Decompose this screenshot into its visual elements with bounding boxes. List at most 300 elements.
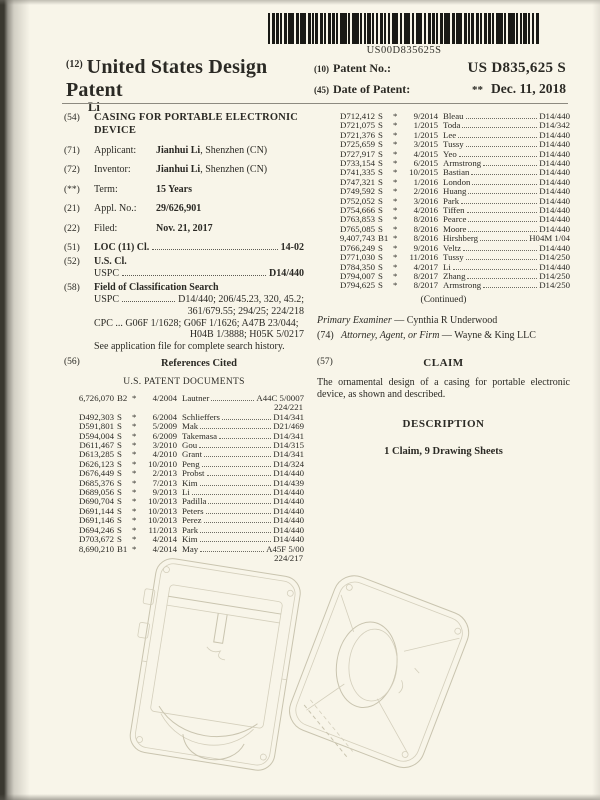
header-left: [66, 56, 314, 115]
dotted-leader: [211, 400, 254, 401]
applicant-name: Jianhui Li: [156, 144, 201, 156]
ref-class: D14/440: [539, 195, 570, 206]
uspc-label: USPC: [94, 268, 120, 279]
ref-class: D14/250: [539, 270, 570, 281]
ref-kind-code: S: [378, 261, 383, 272]
ref-name: Padilla: [182, 496, 207, 507]
dotted-leader: [468, 193, 537, 194]
ref-name: Park: [443, 195, 460, 206]
ref-date: 10/2013: [148, 496, 177, 507]
ref-kind-code: S: [378, 223, 383, 234]
field-tag: (56): [64, 357, 80, 367]
ref-star: *: [132, 505, 137, 516]
ref-date: 4/2004: [152, 393, 177, 403]
ref-number: D727,917: [340, 148, 375, 159]
ref-number: 9,407,743: [339, 233, 375, 244]
ref-date: 6/2009: [152, 430, 177, 441]
ref-date: 4/2016: [413, 205, 438, 216]
ref-class: D14/440: [539, 148, 570, 159]
references-heading: References Cited: [161, 358, 237, 369]
ref-number: D691,144: [79, 505, 114, 516]
ref-kind-code: S: [378, 270, 383, 281]
filed-label: Filed:: [94, 222, 118, 234]
ref-date: 8/2016: [413, 233, 438, 244]
dotted-leader: [463, 250, 537, 251]
ref-star: *: [393, 158, 398, 169]
ref-class: D14/440: [539, 261, 570, 272]
dotted-leader: [461, 203, 537, 204]
dotted-leader: [466, 146, 537, 147]
ref-class: D21/469: [273, 421, 304, 432]
ref-kind-code: S: [117, 487, 122, 498]
ref-name: Lautner: [182, 393, 210, 403]
ref-name: Yeo: [443, 148, 457, 159]
ref-kind-code: B2: [117, 393, 128, 403]
ref-kind-code: S: [378, 139, 383, 150]
ref-star: *: [132, 449, 137, 460]
ref-class: D14/440: [273, 534, 304, 545]
field-of-search: [64, 282, 304, 352]
document-header: [66, 56, 566, 115]
field-tag: (57): [317, 356, 333, 367]
ref-name: Tussy: [443, 139, 464, 150]
ref-name: Li: [443, 261, 451, 272]
ref-number: D721,075: [340, 120, 375, 131]
ref-class: D14/315: [273, 440, 304, 451]
ref-number: D794,007: [340, 270, 375, 281]
ref-class: A45F 5/00: [266, 543, 304, 554]
ref-number: D766,249: [340, 242, 375, 253]
ref-class: D14/440: [539, 139, 570, 150]
field-tag: (74): [317, 330, 334, 342]
ref-name: Probst: [182, 468, 205, 479]
ref-date: 1/2015: [413, 129, 438, 140]
ref-number: D689,056: [79, 487, 114, 498]
dotted-leader: [468, 231, 537, 232]
ref-kind-code: S: [378, 148, 383, 159]
ref-star: *: [393, 167, 398, 178]
ref-star: *: [393, 252, 398, 263]
dotted-leader: [200, 551, 264, 552]
ref-number: D721,376: [340, 129, 375, 140]
ref-class: D14/440: [539, 242, 570, 253]
ref-name: Bleau: [443, 111, 464, 121]
ref-star: *: [393, 186, 398, 197]
ref-number: D763,853: [340, 214, 375, 225]
ref-class: D14/440: [273, 505, 304, 516]
patent-no-label: Patent No.:: [333, 61, 391, 75]
appl-label: Appl. No.:: [94, 203, 137, 214]
dotted-leader: [207, 475, 272, 476]
dotted-leader: [462, 127, 537, 128]
ref-kind-code: S: [378, 205, 383, 216]
document-title: United States Design Patent: [66, 56, 268, 101]
ref-date: 11/2013: [148, 524, 177, 535]
dotted-leader: [453, 269, 537, 270]
ref-star: *: [393, 111, 398, 121]
dotted-leader: [483, 287, 537, 288]
ref-number: D591,801: [79, 421, 114, 432]
ref-kind-code: S: [378, 176, 383, 187]
ref-star: *: [393, 242, 398, 253]
ref-class: A44C 5/0007: [256, 393, 304, 403]
ref-kind-code: S: [117, 430, 122, 441]
claim-heading: CLAIM: [423, 356, 464, 369]
ref-kind-code: S: [117, 468, 122, 479]
ref-name: Gou: [182, 440, 198, 451]
dotted-leader: [192, 494, 271, 495]
ref-star: *: [132, 534, 137, 545]
dotted-leader: [467, 212, 538, 213]
barcode-text: US00D835625S: [366, 45, 442, 56]
ref-class: D14/250: [539, 280, 570, 291]
ref-date: 4/2014: [152, 534, 177, 545]
field-uspc-value: D14/440; 206/45.23, 320, 45.2;: [178, 294, 304, 305]
applicant-label: Applicant:: [94, 144, 137, 156]
ref-date: 4/2010: [152, 449, 177, 460]
ref-number: D626,123: [79, 458, 114, 469]
kind-code: (12): [66, 59, 83, 70]
ref-class: D14/440: [273, 468, 304, 479]
dotted-leader: [152, 249, 277, 250]
ref-date: 6/2004: [152, 411, 177, 422]
right-column: [317, 112, 570, 563]
invention-title: CASING FOR PORTABLE ELECTRONIC DEVICE: [94, 112, 299, 136]
ref-date: 4/2014: [152, 543, 177, 554]
ref-star: *: [132, 421, 137, 432]
ref-star: *: [393, 205, 398, 216]
ref-name: Toda: [443, 120, 461, 131]
field-tag: (58): [64, 283, 80, 293]
ref-date: 8/2017: [413, 270, 438, 281]
left-column: [64, 112, 304, 563]
dotted-leader: [471, 174, 537, 175]
header-divider: [62, 103, 568, 104]
ref-class: D14/440: [539, 186, 570, 197]
ref-kind-code: S: [117, 505, 122, 516]
ref-date: 10/2010: [148, 458, 177, 469]
ref-date: 9/2016: [413, 242, 438, 253]
ref-date: 10/2013: [148, 505, 177, 516]
ref-class: D14/440: [539, 167, 570, 178]
references-list-left: [64, 394, 304, 563]
ref-star: *: [132, 458, 137, 469]
ref-class: D14/341: [273, 411, 304, 422]
ref-star: *: [132, 543, 137, 554]
ref-date: 10/2013: [148, 515, 177, 526]
loc-class-field: [64, 242, 304, 254]
two-column-body: [64, 112, 570, 563]
reference-row: [64, 545, 304, 564]
field-search-label: Field of Classification Search: [94, 282, 219, 293]
applicant-location: , Shenzhen (CN): [200, 144, 268, 156]
ref-number: D685,376: [79, 477, 114, 488]
ref-kind-code: S: [117, 534, 122, 545]
ref-date: 6/2015: [413, 158, 438, 169]
ref-class: D14/342: [539, 120, 570, 131]
ref-name: Veltz: [443, 242, 462, 253]
us-patent-documents-heading: U.S. PATENT DOCUMENTS: [123, 377, 245, 387]
ref-star: *: [393, 139, 398, 150]
uspc-value: D14/440: [269, 268, 304, 279]
ref-date: 4/2015: [413, 148, 438, 159]
ref-class-line2: 224/217: [274, 552, 303, 563]
ref-star: *: [132, 487, 137, 498]
inventor-location: , Shenzhen (CN): [200, 164, 268, 175]
claim-section-header: [317, 357, 570, 369]
ref-star: *: [393, 120, 398, 131]
ref-kind-code: S: [378, 111, 383, 121]
ref-name: Mak: [182, 421, 199, 432]
dotted-leader: [202, 466, 272, 467]
ref-class: D14/324: [273, 458, 304, 469]
attorney-name: Wayne & King LLC: [454, 330, 536, 342]
ref-star: *: [393, 148, 398, 159]
ref-star: *: [132, 430, 137, 441]
page-left-edge-shadow: [0, 0, 30, 800]
term-field: [64, 184, 304, 196]
ref-date: 4/2017: [413, 261, 438, 272]
ref-date: 8/2016: [413, 223, 438, 234]
field-search-note: See application file for complete search history.: [94, 340, 285, 352]
ref-name: Huang: [443, 186, 467, 197]
em-dash: —: [441, 330, 452, 342]
ref-date: 2/2013: [152, 468, 177, 479]
dotted-leader: [199, 447, 271, 448]
ref-kind-code: S: [378, 280, 383, 291]
ref-name: Lee: [443, 129, 457, 140]
primary-examiner-line: [317, 315, 570, 328]
ref-star: *: [393, 233, 398, 244]
ref-star: *: [393, 195, 398, 206]
ref-number: D613,285: [79, 449, 114, 460]
references-cited-section: [64, 356, 304, 377]
ref-date: 9/2014: [413, 111, 438, 121]
ref-name: Zhang: [443, 270, 466, 281]
term-label: Term:: [94, 183, 118, 195]
ref-star: *: [132, 515, 137, 526]
ref-date: 9/2013: [152, 487, 177, 498]
date-prefix-stars: **: [472, 84, 483, 96]
us-class-field: [64, 256, 304, 280]
ref-star: *: [132, 440, 137, 451]
ref-date: 2/2016: [413, 186, 438, 197]
ref-class: D14/440: [539, 158, 570, 169]
ref-kind-code: S: [378, 167, 383, 178]
ref-date: 3/2016: [413, 195, 438, 206]
loc-value: 14-02: [280, 242, 304, 253]
field-cpc-line2: H04B 1/3888; H05K 5/0217: [189, 329, 304, 340]
ref-name: Hirshberg: [443, 233, 479, 244]
inventor-label: Inventor:: [94, 164, 131, 175]
header-right: [314, 56, 566, 115]
em-dash: —: [394, 314, 405, 326]
ref-star: *: [132, 411, 137, 422]
ref-class: D14/440: [273, 496, 304, 507]
page-right-edge-shadow: [592, 0, 600, 800]
ref-date: 3/2010: [152, 440, 177, 451]
ref-name: Armstrong: [443, 158, 482, 169]
description-heading: DESCRIPTION: [402, 417, 485, 430]
ref-number: D712,412: [340, 111, 375, 121]
ref-star: *: [132, 496, 137, 507]
claims-sheets-footer: 1 Claim, 9 Drawing Sheets: [384, 445, 503, 457]
ref-class: H04M 1/04: [529, 233, 570, 244]
ref-number: D747,321: [340, 176, 375, 187]
ref-star: *: [132, 524, 137, 535]
date-code: (45): [314, 85, 329, 95]
ref-number: D594,004: [79, 430, 114, 441]
ref-class: D14/440: [539, 176, 570, 187]
ref-kind-code: S: [117, 440, 122, 451]
ref-name: Kim: [182, 477, 198, 488]
ref-kind-code: S: [378, 252, 383, 263]
ref-star: *: [132, 477, 137, 488]
ref-name: Schlieffers: [182, 411, 220, 422]
ref-kind-code: S: [117, 411, 122, 422]
ref-star: *: [393, 176, 398, 187]
page-top-edge-shadow: [0, 0, 600, 5]
ref-date: 3/2015: [413, 139, 438, 150]
dotted-leader: [208, 503, 271, 504]
ref-number: D725,659: [340, 139, 375, 150]
ref-class: D14/440: [539, 214, 570, 225]
ref-number: D754,666: [340, 205, 375, 216]
ref-star: *: [393, 214, 398, 225]
dotted-leader: [466, 259, 537, 260]
barcode: [268, 13, 540, 56]
dotted-leader: [206, 513, 272, 514]
attorney-line: [317, 330, 570, 343]
dotted-leader: [122, 275, 266, 276]
ref-kind-code: S: [117, 524, 122, 535]
claim-text: The ornamental design of a casing for portable electronic device, as shown and described.: [317, 376, 570, 401]
ref-date: 11/2016: [409, 252, 438, 263]
ref-kind-code: S: [378, 186, 383, 197]
ref-number: D752,052: [340, 195, 375, 206]
ref-name: Perez: [182, 515, 202, 526]
ref-number: D733,154: [340, 158, 375, 169]
inventor-field: [64, 164, 304, 176]
examiner-label: Primary Examiner: [317, 314, 392, 326]
ref-name: Armstrong: [443, 280, 482, 291]
ref-number: D771,030: [340, 252, 375, 263]
field-tag: (52): [64, 257, 80, 267]
ref-kind-code: S: [117, 421, 122, 432]
ref-star: *: [393, 129, 398, 140]
ref-number: D676,449: [79, 468, 114, 479]
ref-kind-code: S: [378, 120, 383, 131]
references-list-right: [317, 112, 570, 291]
ref-class: D14/440: [539, 111, 570, 121]
dotted-leader: [200, 428, 271, 429]
dotted-leader: [472, 184, 537, 185]
ref-class: D14/341: [273, 430, 304, 441]
ref-name: Tiffen: [443, 205, 465, 216]
ref-star: *: [132, 393, 137, 403]
ref-class: D14/341: [273, 449, 304, 460]
filed-field: [64, 223, 304, 235]
ref-kind-code: S: [117, 449, 122, 460]
figure-drawing-rear-perspective: [283, 552, 478, 797]
ref-number: D694,246: [79, 524, 114, 535]
reference-row: [64, 394, 304, 413]
field-tag: (51): [64, 243, 80, 253]
field-tag: (72): [64, 165, 80, 175]
ref-kind-code: S: [117, 515, 122, 526]
ref-kind-code: B1: [117, 543, 128, 554]
attorney-label: Attorney, Agent, or Firm: [341, 330, 440, 342]
field-tag: (**): [64, 184, 80, 195]
ref-class: D14/440: [539, 205, 570, 216]
applicant-field: [64, 145, 304, 157]
field-cpc-line1: CPC ... G06F 1/1628; G06F 1/1626; A47B 23/044;: [94, 317, 299, 329]
ref-date: 8/2017: [413, 280, 438, 291]
ref-name: Pearce: [443, 214, 467, 225]
ref-class-line2: 224/221: [274, 402, 303, 413]
ref-number: D611,467: [79, 440, 114, 451]
dotted-leader: [459, 156, 537, 157]
dotted-leader: [219, 438, 271, 439]
ref-date: 10/2015: [409, 167, 438, 178]
patent-no-code: (10): [314, 64, 329, 74]
ref-name: Peters: [182, 505, 204, 516]
ref-number: D749,592: [340, 186, 375, 197]
reference-row: [325, 281, 570, 290]
dotted-leader: [458, 137, 537, 138]
ref-name: Takemasa: [182, 430, 218, 441]
ref-kind-code: S: [117, 458, 122, 469]
ref-date: 1/2016: [413, 176, 438, 187]
field-tag: (71): [64, 145, 80, 156]
ref-class: D14/440: [273, 487, 304, 498]
ref-date: 7/2013: [152, 477, 177, 488]
ref-name: Grant: [182, 449, 203, 460]
ref-kind-code: S: [378, 158, 383, 169]
ref-number: 6,726,070: [78, 393, 114, 403]
ref-name: Bastian: [443, 167, 470, 178]
loc-label: LOC (11) Cl.: [94, 242, 150, 253]
ref-class: D14/440: [273, 515, 304, 526]
title-field: [64, 112, 304, 137]
ref-star: *: [393, 261, 398, 272]
patent-number: US D835,625 S: [467, 60, 566, 76]
dotted-leader: [468, 221, 537, 222]
ref-kind-code: B1: [378, 233, 389, 244]
casing-rear-perspective-sketch: [283, 552, 478, 797]
ref-name: Park: [182, 524, 199, 535]
ref-number: D691,146: [79, 515, 114, 526]
ref-star: *: [132, 468, 137, 479]
dotted-leader: [483, 165, 537, 166]
dotted-leader: [204, 456, 271, 457]
ref-kind-code: S: [117, 496, 122, 507]
ref-name: May: [182, 543, 199, 554]
dotted-leader: [466, 118, 538, 119]
ref-star: *: [393, 223, 398, 234]
dotted-leader: [204, 522, 272, 523]
examiner-name: Cynthia R Underwood: [406, 314, 498, 326]
ref-class: D14/440: [539, 223, 570, 234]
ref-name: Peng: [182, 458, 200, 469]
field-tag: (21): [64, 204, 80, 214]
dotted-leader: [467, 278, 537, 279]
ref-name: Tussy: [443, 252, 464, 263]
ref-number: D784,350: [340, 261, 375, 272]
inventor-surname: Li: [88, 100, 100, 114]
ref-name: London: [443, 176, 471, 187]
field-uspc-label: USPC: [94, 294, 120, 305]
